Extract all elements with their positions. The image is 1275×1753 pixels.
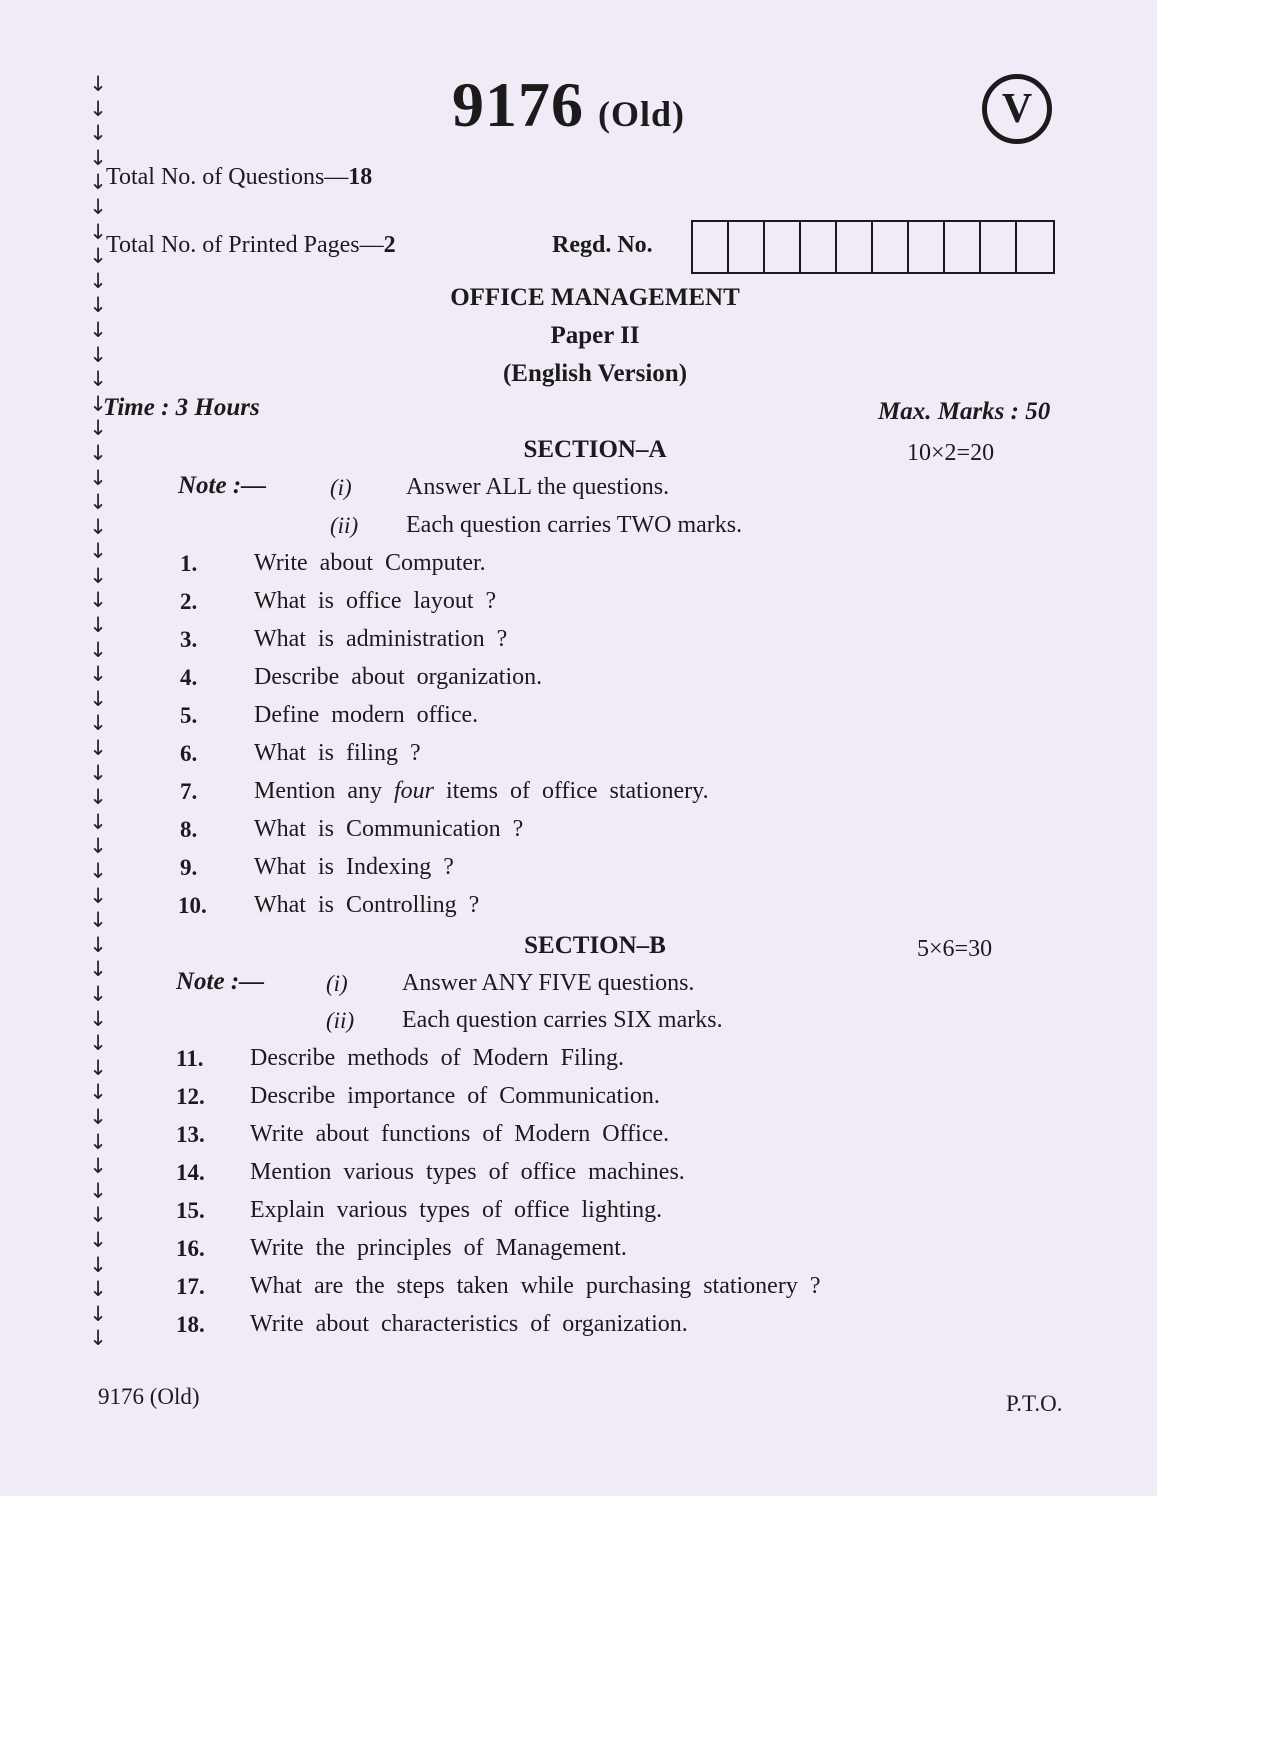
version-badge	[982, 74, 1052, 144]
regd-box[interactable]	[729, 222, 765, 272]
version-badge-letter: V	[1001, 86, 1033, 132]
question-number: 16.	[176, 1236, 205, 1261]
question-text: Describe methods of Modern Filing.	[250, 1045, 624, 1071]
question-number: 14.	[176, 1160, 205, 1185]
margin-arrow-glyph: ↓	[89, 1154, 107, 1179]
margin-arrow-glyph: ↓	[89, 637, 107, 662]
paper-code-number: 9176	[452, 69, 584, 140]
question-number: 9.	[180, 855, 198, 880]
exam-time: Time : 3 Hours	[103, 394, 260, 421]
question-text-part: Mention any	[254, 778, 394, 804]
regd-box[interactable]	[765, 222, 801, 272]
paper-code	[452, 68, 685, 142]
margin-arrow-glyph: ↓	[89, 121, 107, 146]
question-number: 8.	[180, 817, 198, 842]
question-number: 6.	[180, 741, 198, 766]
section-a-instruction-numeral: (i)	[330, 475, 352, 500]
margin-arrow-glyph: ↓	[89, 342, 107, 367]
margin-arrow-glyph: ↓	[89, 883, 107, 908]
regd-box[interactable]	[837, 222, 873, 272]
margin-arrow-glyph: ↓	[89, 1178, 107, 1203]
question-number: 15.	[176, 1198, 205, 1223]
footer-pto: P.T.O.	[1006, 1391, 1063, 1416]
margin-arrow-glyph: ↓	[89, 1031, 107, 1056]
total-pages-label: Total No. of Printed Pages—	[106, 232, 384, 258]
margin-arrow-glyph: ↓	[89, 563, 107, 588]
question-number: 4.	[180, 665, 198, 690]
question-text: Write about Computer.	[254, 550, 486, 576]
total-questions-label: Total No. of Questions—	[106, 164, 349, 190]
question-text-emphasis: four	[393, 778, 434, 804]
margin-arrow-glyph: ↓	[89, 1203, 107, 1228]
margin-arrow-glyph: ↓	[89, 760, 107, 785]
question-number: 13.	[176, 1122, 205, 1147]
margin-arrow-glyph: ↓	[89, 1301, 107, 1326]
margin-arrow-glyph: ↓	[89, 785, 107, 810]
question-text: What is Indexing ?	[254, 854, 454, 880]
question-text: Explain various types of office lighting.	[250, 1197, 663, 1223]
margin-arrow-glyph: ↓	[89, 859, 107, 883]
section-b-instruction-numeral: (i)	[326, 971, 348, 996]
question-number: 10.	[178, 893, 207, 918]
margin-arrow-glyph: ↓	[89, 1080, 107, 1105]
section-a-heading: SECTION–A	[523, 436, 667, 463]
version-title: (English Version)	[502, 360, 688, 387]
regd-label: Regd. No.	[552, 232, 653, 258]
section-b-instruction-text: Each question carries SIX marks.	[402, 1007, 723, 1033]
total-pages	[106, 232, 396, 259]
margin-arrow-glyph: ↓	[89, 465, 107, 490]
section-a-instruction-text: Answer ALL the questions.	[406, 474, 670, 500]
question-text: Describe about organization.	[254, 664, 543, 690]
total-questions	[106, 164, 372, 191]
question-text: Write the principles of Management.	[250, 1235, 627, 1261]
regd-box[interactable]	[945, 222, 981, 272]
margin-arrow-glyph: ↓	[89, 194, 107, 219]
question-number: 5.	[180, 703, 198, 728]
margin-arrow-glyph: ↓	[89, 588, 107, 613]
regd-number-boxes[interactable]	[691, 220, 1055, 274]
question-number: 17.	[176, 1274, 205, 1299]
question-number: 1.	[180, 551, 198, 576]
margin-arrow-glyph: ↓	[89, 809, 107, 834]
margin-arrow-glyph: ↓	[89, 1326, 107, 1351]
total-pages-value: 2	[383, 232, 396, 258]
regd-box[interactable]	[1017, 222, 1053, 272]
margin-arrow-glyph: ↓	[89, 711, 107, 736]
question-text: What is office layout ?	[254, 588, 497, 614]
margin-arrow-glyph: ↓	[89, 416, 107, 441]
regd-box[interactable]	[801, 222, 837, 272]
margin-arrow-glyph: ↓	[89, 1055, 107, 1080]
margin-arrow-glyph: ↓	[89, 514, 107, 539]
section-b-allocation: 5×6=30	[917, 936, 993, 962]
margin-arrow-glyph: ↓	[89, 736, 107, 761]
margin-arrow-glyph: ↓	[89, 908, 107, 933]
section-b-note-label: Note :—	[176, 968, 265, 995]
question-text-part: items of office stationery.	[434, 778, 709, 804]
margin-arrow-glyph: ↓	[89, 170, 107, 195]
subject-title: OFFICE MANAGEMENT	[450, 284, 740, 311]
margin-arrow-glyph: ↓	[89, 72, 107, 96]
section-a-instruction-text: Each question carries TWO marks.	[406, 512, 743, 538]
margin-arrow-glyph: ↓	[89, 219, 107, 244]
section-b-instruction-numeral: (ii)	[326, 1008, 355, 1033]
margin-arrow-glyph: ↓	[89, 317, 107, 342]
margin-arrow-glyph: ↓	[89, 834, 107, 859]
margin-arrow-glyph: ↓	[89, 391, 107, 416]
total-questions-value: 18	[348, 164, 373, 190]
question-text: Describe importance of Communication.	[250, 1083, 660, 1109]
margin-arrow-glyph: ↓	[89, 490, 107, 515]
margin-arrow-glyph: ↓	[89, 957, 107, 982]
paper-title: Paper II	[550, 322, 640, 349]
footer-paper-code: 9176 (Old)	[98, 1384, 200, 1409]
regd-box[interactable]	[873, 222, 909, 272]
question-text: Define modern office.	[254, 702, 479, 728]
question-text: Write about functions of Modern Office.	[250, 1121, 670, 1147]
question-number: 18.	[176, 1312, 205, 1337]
section-b-instruction-text: Answer ANY FIVE questions.	[402, 970, 695, 996]
question-number: 2.	[180, 589, 198, 614]
question-text: What are the steps taken while purchasing stationery ?	[250, 1273, 821, 1299]
margin-arrow-glyph: ↓	[89, 1252, 107, 1277]
margin-arrow-glyph: ↓	[89, 981, 107, 1006]
regd-box[interactable]	[981, 222, 1017, 272]
old-tag: (Old)	[598, 94, 686, 134]
question-text	[254, 778, 709, 805]
section-a-note-label: Note :—	[178, 472, 267, 499]
margin-arrow-glyph: ↓	[89, 1277, 107, 1302]
question-text: What is administration ?	[254, 626, 508, 652]
margin-arrow-glyph: ↓	[89, 1227, 107, 1252]
margin-arrow-glyph: ↓	[89, 244, 107, 269]
margin-arrow-glyph: ↓	[89, 932, 107, 957]
regd-box[interactable]	[909, 222, 945, 272]
margin-arrow-glyph: ↓	[89, 662, 107, 687]
margin-arrow-column	[86, 72, 110, 1351]
margin-arrow-glyph: ↓	[89, 293, 107, 318]
question-text: What is Controlling ?	[254, 892, 480, 918]
margin-arrow-glyph: ↓	[89, 145, 107, 170]
question-number: 12.	[176, 1084, 205, 1109]
section-b-heading: SECTION–B	[524, 932, 666, 959]
section-a-instruction-numeral: (ii)	[330, 513, 359, 538]
margin-arrow-glyph: ↓	[89, 96, 107, 121]
question-text: What is Communication ?	[254, 816, 524, 842]
margin-arrow-glyph: ↓	[89, 1104, 107, 1129]
margin-arrow-glyph: ↓	[89, 1129, 107, 1154]
question-text: Mention various types of office machines.	[250, 1159, 685, 1185]
regd-box[interactable]	[693, 222, 729, 272]
margin-arrow-glyph: ↓	[89, 367, 107, 392]
question-number: 11.	[176, 1046, 204, 1071]
question-number: 7.	[180, 779, 198, 804]
margin-arrow-glyph: ↓	[89, 268, 107, 293]
margin-arrow-glyph: ↓	[89, 1006, 107, 1031]
margin-arrow-glyph: ↓	[89, 539, 107, 564]
max-marks: Max. Marks : 50	[878, 398, 1051, 425]
margin-arrow-glyph: ↓	[89, 613, 107, 638]
section-a-allocation: 10×2=20	[907, 440, 995, 466]
question-number: 3.	[180, 627, 198, 652]
margin-arrow-glyph: ↓	[89, 686, 107, 711]
question-text: What is filing ?	[254, 740, 421, 766]
margin-arrow-glyph: ↓	[89, 440, 107, 465]
question-text: Write about characteristics of organization.	[250, 1311, 688, 1337]
